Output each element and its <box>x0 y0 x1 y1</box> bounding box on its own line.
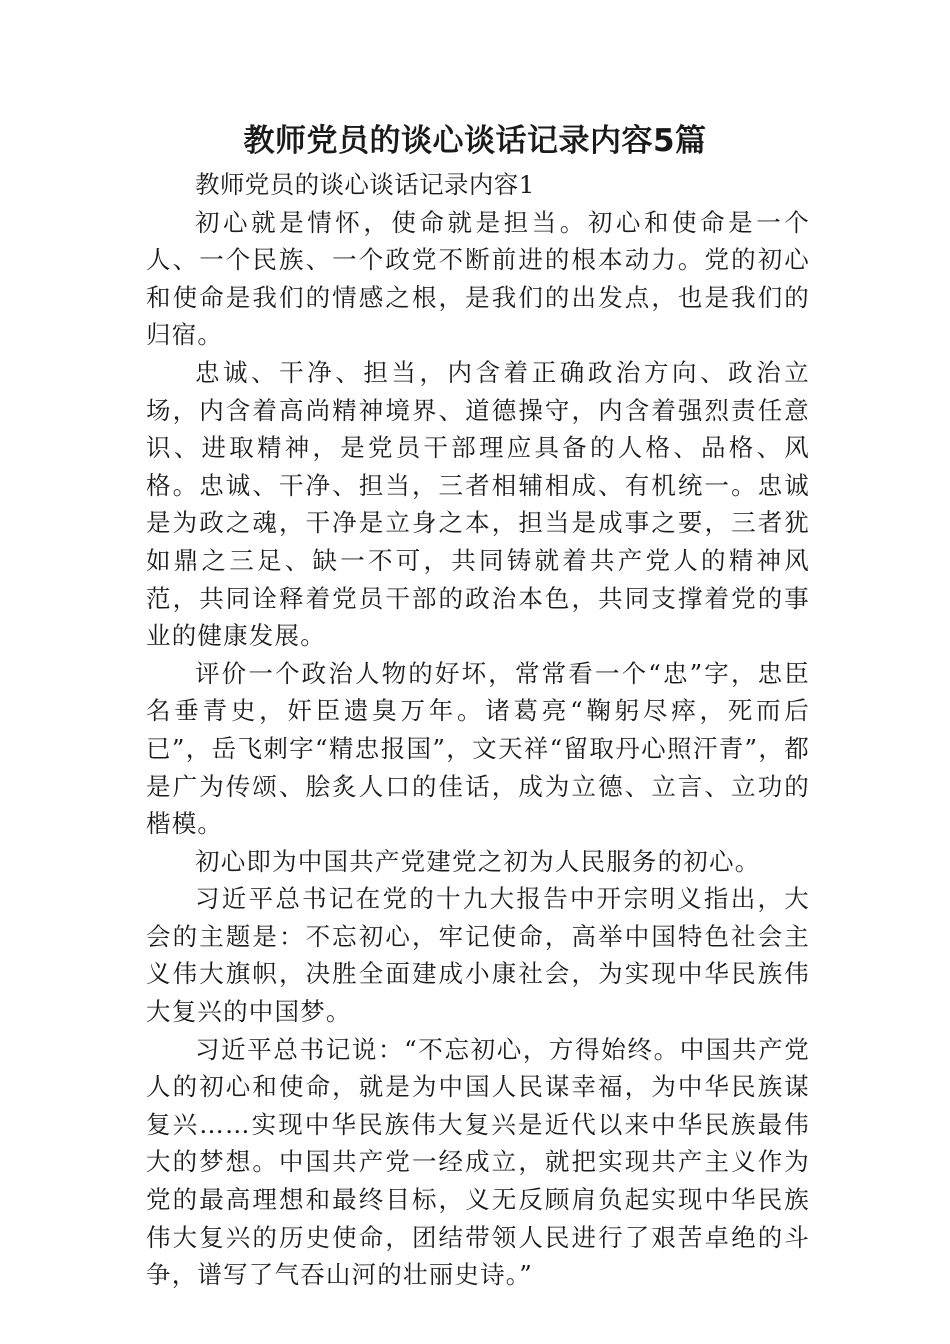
paragraph-4: 初心即为中国共产党建党之初为人民服务的初心。 <box>195 846 761 876</box>
paragraph-5: 习近平总书记在党的十九大报告中开宗明义指出，大会的主题是：不忘初心，牢记使命，高举中国特色社会主义伟大旗帜，决胜全面建成小康社会，为实现中华民族伟大复兴的中国梦。 <box>146 884 810 1027</box>
section-heading: 教师党员的谈心谈话记录内容1 <box>195 170 535 199</box>
paragraph-2: 忠诚、干净、担当，内含着正确政治方向、政治立场，内含着高尚精神境界、道德操守，内含着强烈责任意识、进取精神，是党员干部理应具备的人格、品格、风格。忠诚、干净、担当，三者相辅相成、有机统一。忠诚是为政之魂，干净是立身之本，担当是成事之要，三者犹如鼎之三足、缺一不可，共同铸就着共产党人的精神风范，共同诠释着党员干部的政治本色，共同支撑着党的事业的健康发展。 <box>146 357 810 651</box>
document-title: 教师党员的谈心谈话记录内容5篇 <box>243 123 707 159</box>
paragraph-6: 习近平总书记说：“不忘初心，方得始终。中国共产党人的初心和使命，就是为中国人民谋幸福，为中华民族谋复兴……实现中华民族伟大复兴是近代以来中华民族最伟大的梦想。中国共产党一经成立，就把实现共产主义作为党的最高理想和最终目标，义无反顾肩负起实现中华民族伟大复兴的历史使命，团结带领人民进行了艰苦卓绝的斗争，谱写了气吞山河的壮丽史诗。” <box>146 1034 810 1290</box>
paragraph-1: 初心就是情怀，使命就是担当。初心和使命是一个人、一个民族、一个政党不断前进的根本动力。党的初心和使命是我们的情感之根，是我们的出发点，也是我们的归宿。 <box>146 207 810 350</box>
document-body <box>146 166 810 1294</box>
paragraph-3: 评价一个政治人物的好坏，常常看一个“忠”字，忠臣名垂青史，奸臣遗臭万年。诸葛亮“鞠躬尽瘁，死而后已”，岳飞刺字“精忠报国”，文天祥“留取丹心照汗青”，都是广为传颂、脍炙人口的佳话，成为立德、立言、立功的楷模。 <box>146 658 810 839</box>
